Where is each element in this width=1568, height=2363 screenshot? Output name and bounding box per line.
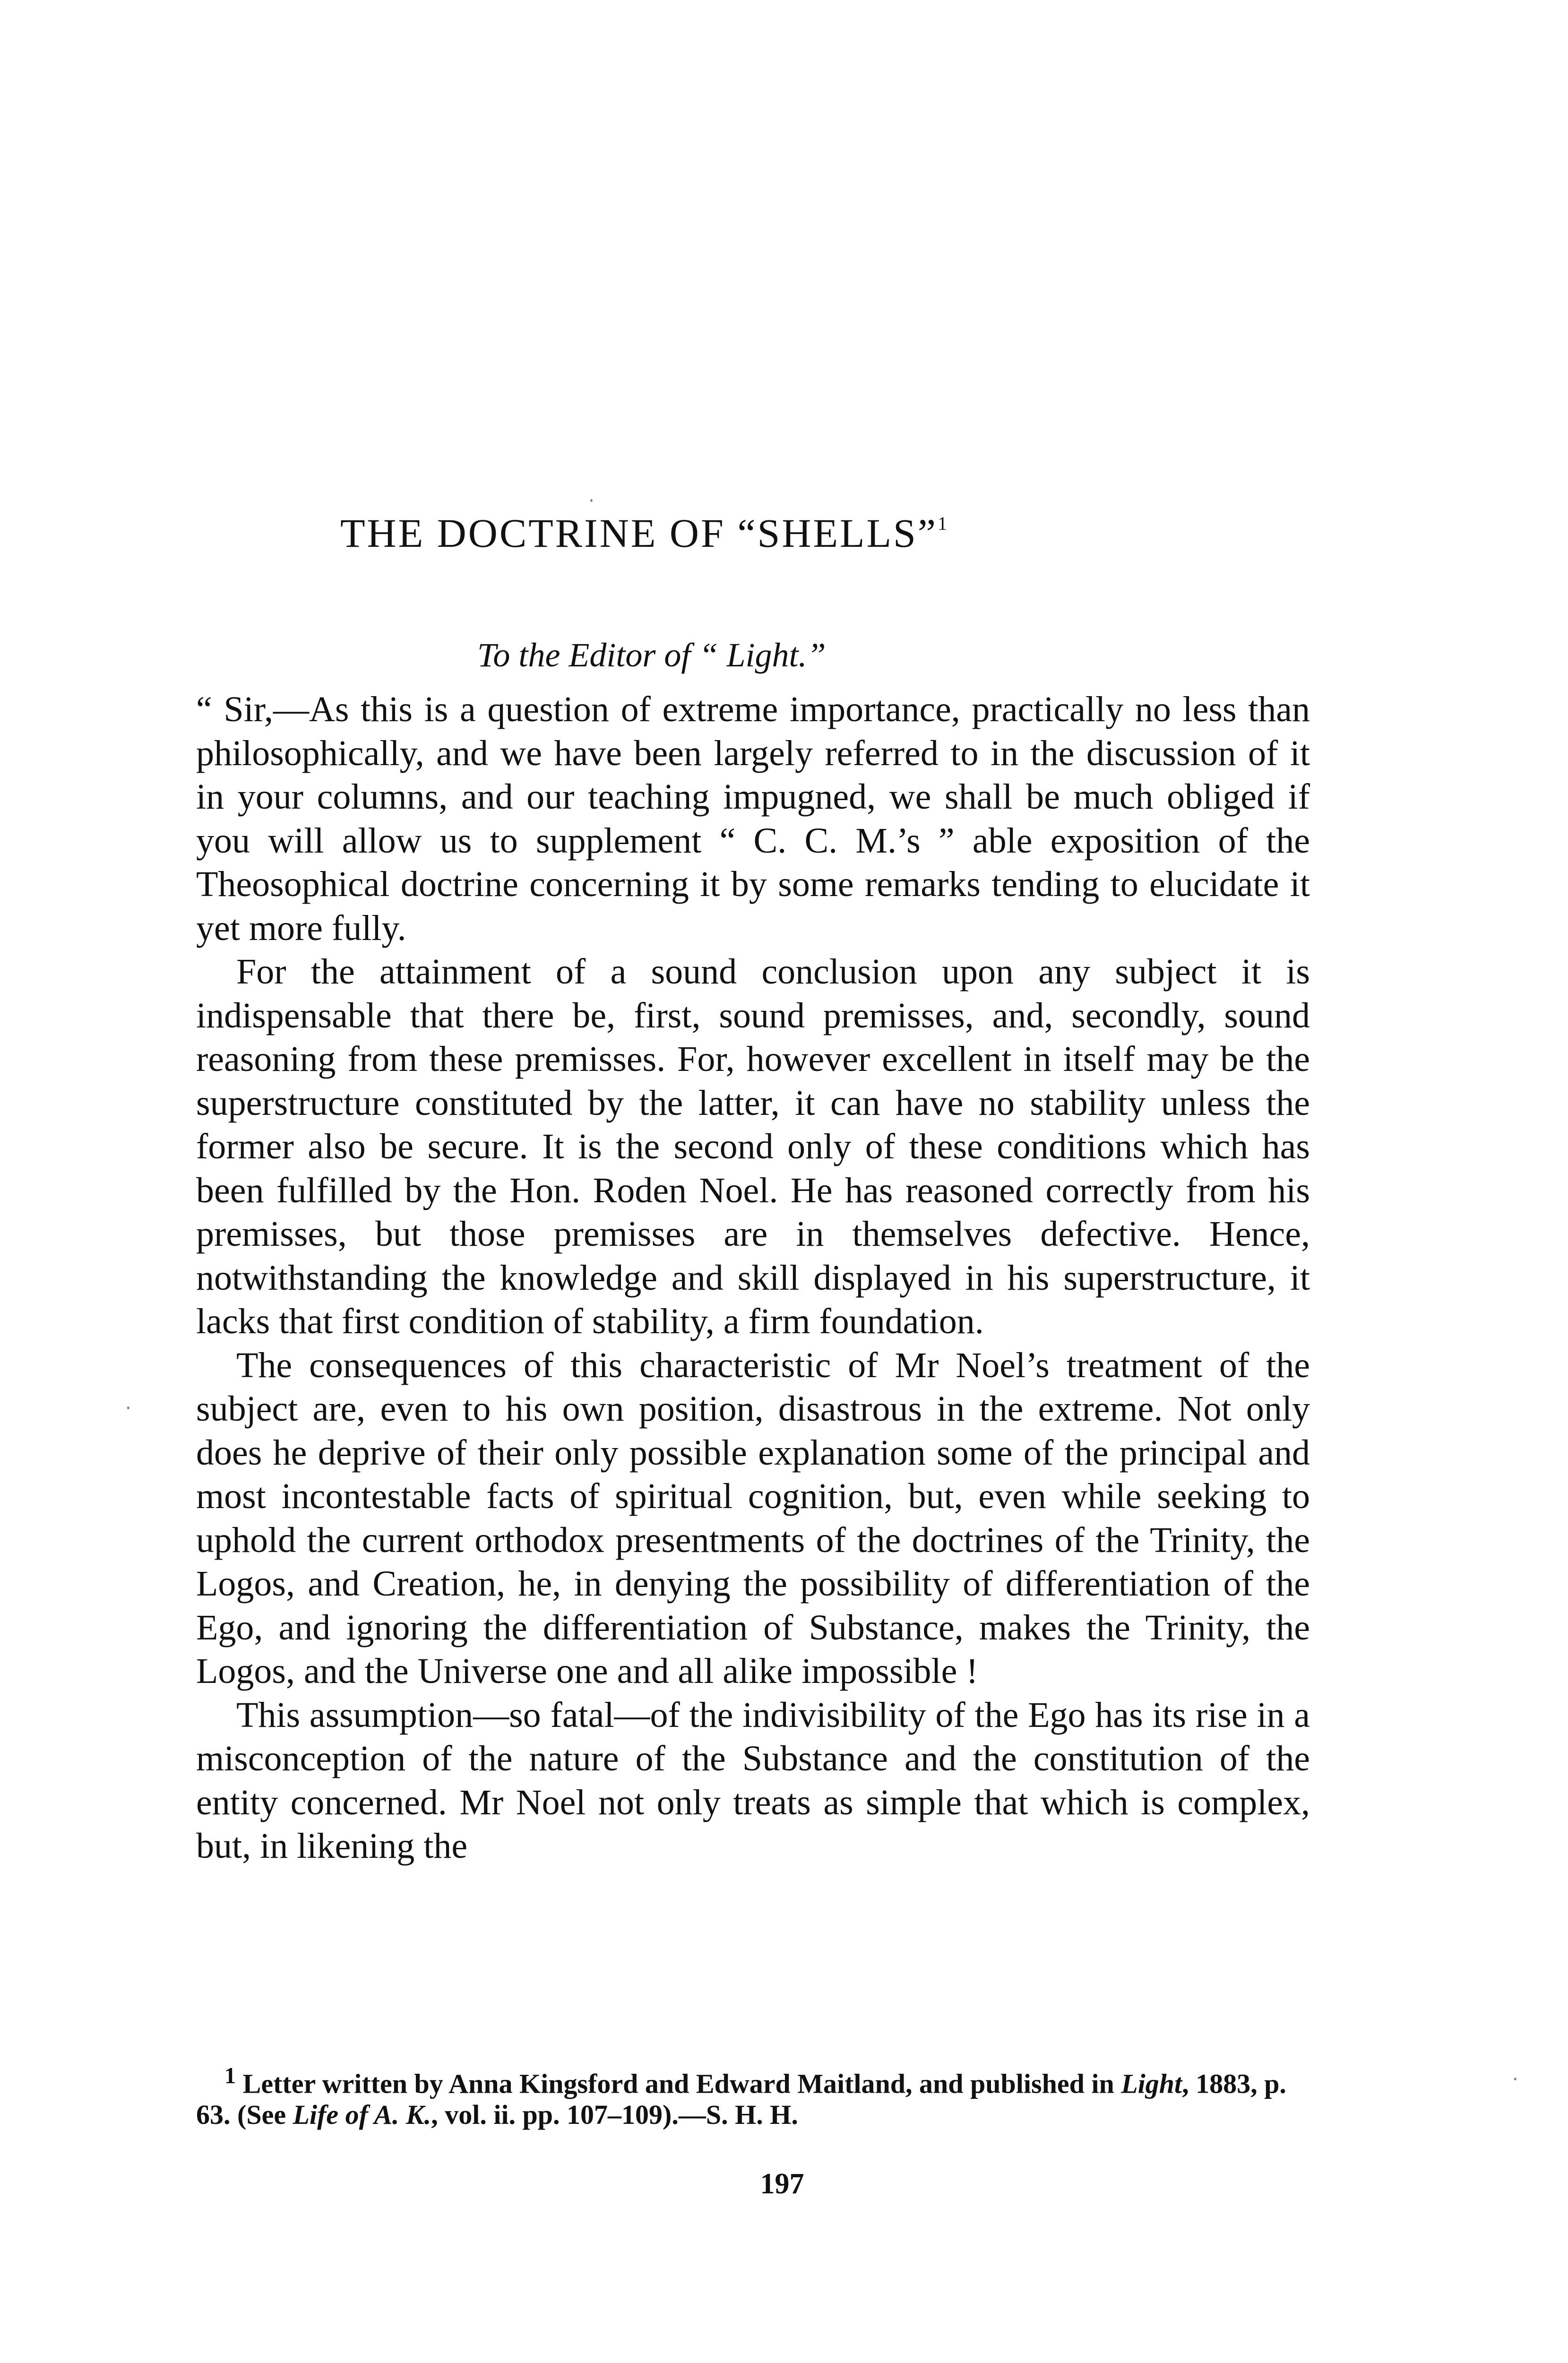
paragraph-4: This assumption—so fatal—of the indivisibility of the Ego has its rise in a misconception of the nature of the Substance and the constitution of the entity concerned. Mr Noel not only treats as simple that which is complex, but, in likening the: [196, 1695, 1310, 1866]
footnote-text-3: , vol. ii. pp. 107–109).—S. H. H.: [431, 2099, 798, 2130]
paragraph-1: “ Sir,—As this is a question of extreme importance, practically no less than philosophically, and we have been largely referred to in the discussion of it in your columns, and our teaching impugned, we shall be much obliged if you will allow us to supplement “ C. C. M.’s ” able exposition of the Theosophical doctrine concerning it by some remarks tending to elucidate it yet more fully.: [196, 690, 1310, 948]
page-number: 197: [760, 2168, 804, 2200]
footnote-text-1: Letter written by Anna Kingsford and Edward Maitland, and published in: [242, 2068, 1121, 2099]
footnote-book-title: Life of A. K.: [293, 2099, 431, 2130]
title-footnote-marker: 1: [938, 513, 948, 534]
title-text: THE DOCTRINE OF “SHELLS”: [340, 510, 938, 556]
body-text: [196, 688, 1310, 1868]
scan-speck: ·: [125, 1397, 131, 1419]
page-title: [340, 510, 1266, 556]
footnote-marker: 1: [224, 2063, 236, 2088]
footnote: [196, 2061, 1310, 2130]
paragraph-3: The consequences of this characteristic of Mr Noel’s treatment of the subject are, even to his own position, disastrous in the extreme. Not only does he deprive of their only possible explanation some of the principal and most incontestable facts of spiritual cognition, but, even while seeking to uphold the current orthodox presentments of the doctrines of the Trinity, the Logos, and Creation, he, in denying the possibility of differentiation of the Ego, and ignoring the differentiation of Substance, makes the Trinity, the Logos, and the Universe one and all alike impossible !: [196, 1345, 1310, 1691]
footnote-journal-title: Light: [1121, 2068, 1182, 2099]
scan-speck: ·: [588, 490, 594, 512]
letter-salutation-heading: To the Editor of “ Light.”: [477, 636, 826, 674]
paragraph-2: For the attainment of a sound conclusion upon any subject it is indispensable that there be, first, sound premisses, and, secondly, sound reasoning from these premisses. For, however excellent in itself may be the superstructure constituted by the latter, it can have no stability unless the former also be secure. It is the second only of these conditions which has been fulfilled by the Hon. Roden Noel. He has reasoned correctly from his premisses, but those premisses are in themselves defective. Hence, notwithstanding the knowledge and skill displayed in his superstructure, it lacks that first condition of stability, a firm foundation.: [196, 952, 1310, 1341]
scan-speck: ·: [1512, 2069, 1518, 2090]
footnote-text-2: , 1883, p. 63. (See: [196, 2068, 1286, 2130]
